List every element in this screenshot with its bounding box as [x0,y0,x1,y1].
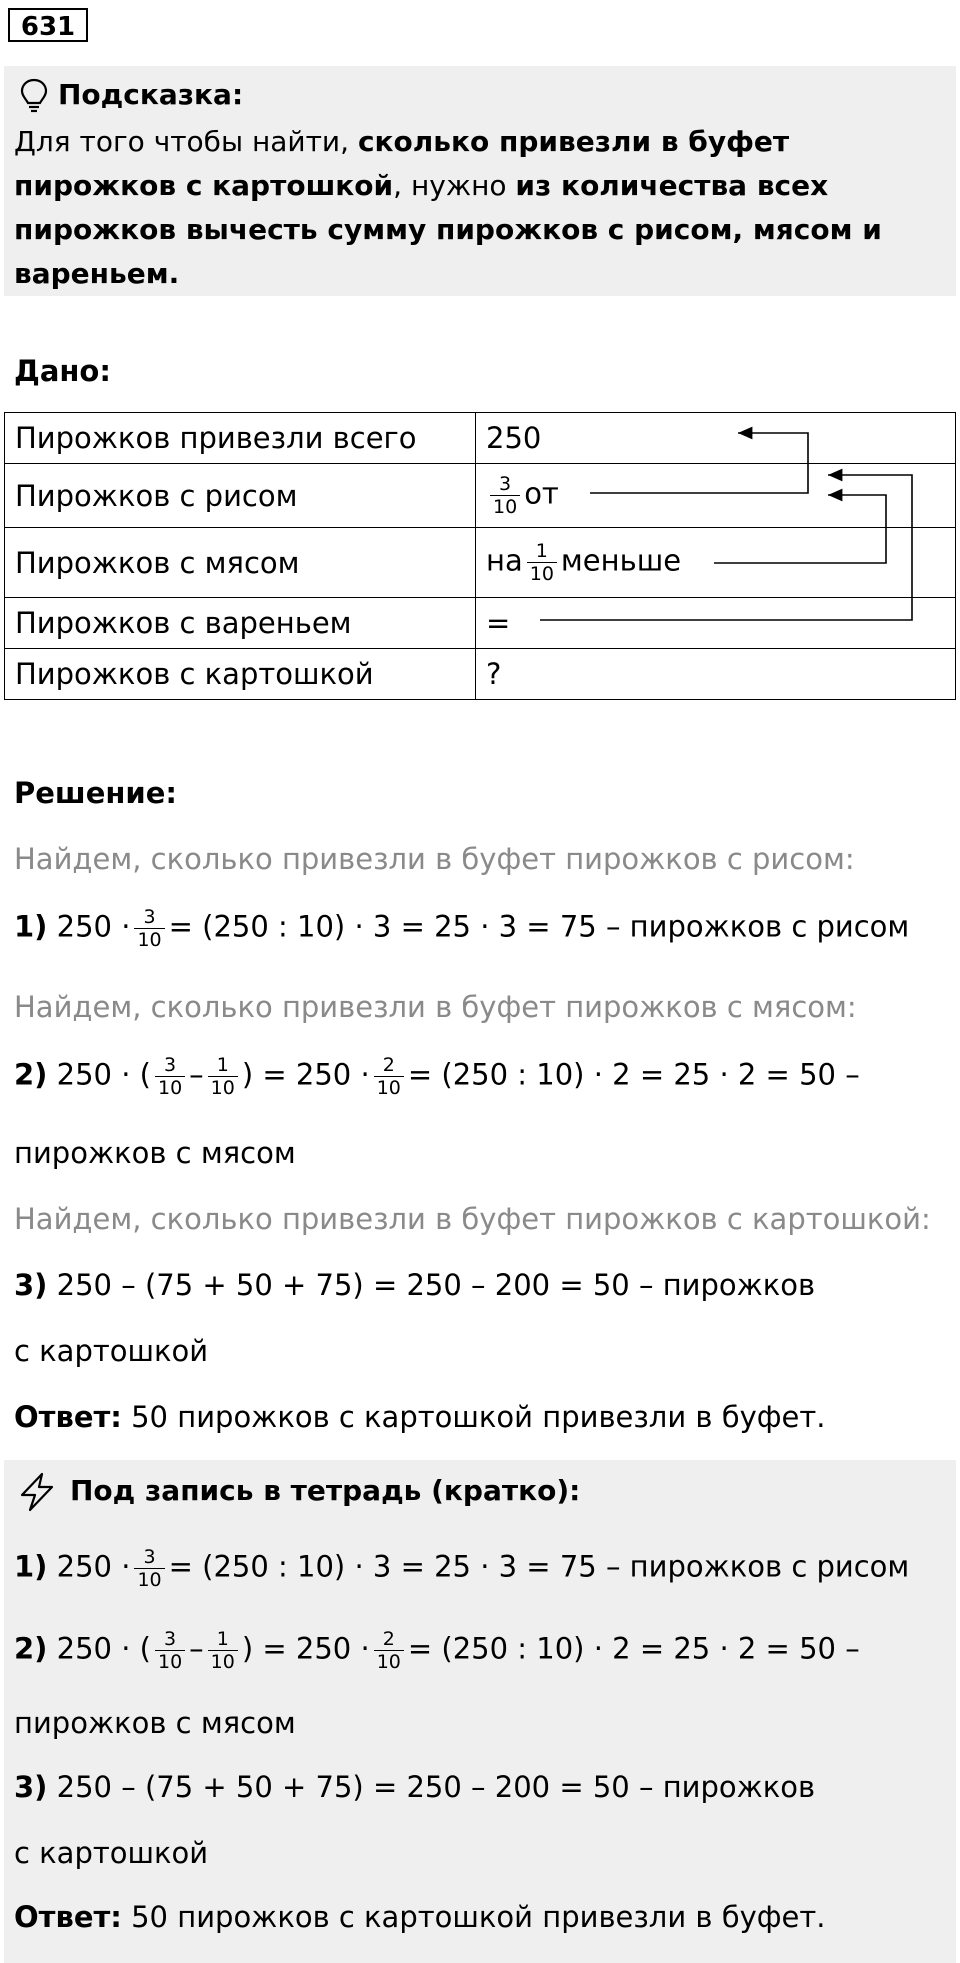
row-value: ? [476,649,956,700]
row-value: на $\frac{1}{10}$ меньше [476,528,956,598]
step3-intro: Найдем, сколько привезли в буфет пирожков с картошкой: [14,1202,931,1236]
row-label: Пирожков с вареньем [5,598,476,649]
brief-title: Под запись в тетрадь (кратко): [70,1474,581,1507]
row-value: = [476,598,956,649]
step2-cont: пирожков с мясом [14,1136,296,1170]
fraction: $\frac{3}{10}$ [134,906,164,951]
fraction: $\frac{3}{10}$ [155,1628,185,1673]
step1-intro: Найдем, сколько привезли в буфет пирожков с рисом: [14,842,855,876]
brief-step1: 1) 250 · $\frac{3}{10}$ = (250 : 10) · 3 = 25 · 3 = 75 – пирожков с рисом [14,1546,910,1591]
fraction: $\frac{3}{10}$ [134,1546,164,1591]
step3-cont: с картошкой [14,1334,209,1368]
row-label: Пирожков с мясом [5,528,476,598]
row-value: $\frac{3}{10}$ от [476,464,956,528]
fraction: $\frac{1}{10}$ [208,1054,238,1099]
given-label: Дано: [14,354,111,388]
fraction: $\frac{3}{10}$ [490,473,520,518]
hint-title: Подсказка: [58,78,244,111]
brief-step2-cont: пирожков с мясом [14,1706,296,1740]
arrow-jam-to-rice [540,475,912,620]
arrow-rice-to-total [590,433,808,493]
lightning-icon [18,1472,56,1516]
fraction: $\frac{3}{10}$ [155,1054,185,1099]
fraction: $\frac{2}{10}$ [374,1054,404,1099]
brief-step3: 3) 250 – (75 + 50 + 75) = 250 – 200 = 50 – пирожков [14,1770,816,1804]
step2-intro: Найдем, сколько привезли в буфет пирожков с мясом: [14,990,857,1024]
row-value: 250 [476,413,956,464]
fraction: $\frac{1}{10}$ [527,540,557,585]
hint-text: Для того чтобы найти, сколько привезли в буфет пирожков с картошкой, нужно из количества всех пирожков вычесть сумму пирожков с рисом, мясом и вареньем. [14,125,882,290]
answer-line: Ответ: 50 пирожков с картошкой привезли в буфет. [14,1400,826,1434]
step2-line: 2) 250 · ( $\frac{3}{10}$ – $\frac{1}{10}$ ) = 250 · $\frac{2}{10}$ = (250 : 10) · 2 = 25 · 2 = 50 – [14,1054,860,1099]
brief-answer: Ответ: 50 пирожков с картошкой привезли в буфет. [14,1900,826,1934]
step1-line: 1) 250 · $\frac{3}{10}$ = (250 : 10) · 3 = 25 · 3 = 75 – пирожков с рисом [14,906,910,951]
fraction: $\frac{2}{10}$ [374,1628,404,1673]
fraction: $\frac{1}{10}$ [208,1628,238,1673]
row-label: Пирожков с картошкой [5,649,476,700]
brief-step3-cont: с картошкой [14,1836,209,1870]
row-label: Пирожков с рисом [5,464,476,528]
task-number: 631 [8,8,88,42]
solution-label: Решение: [14,776,178,810]
brief-step2: 2) 250 · ( $\frac{3}{10}$ – $\frac{1}{10}$ ) = 250 · $\frac{2}{10}$ = (250 : 10) · 2 = 25 · 2 = 50 – [14,1628,860,1673]
arrow-meat-to-rice [714,495,886,563]
row-label: Пирожков привезли всего [5,413,476,464]
relation-arrows [0,0,960,720]
step3-line: 3) 250 – (75 + 50 + 75) = 250 – 200 = 50 – пирожков [14,1268,816,1302]
